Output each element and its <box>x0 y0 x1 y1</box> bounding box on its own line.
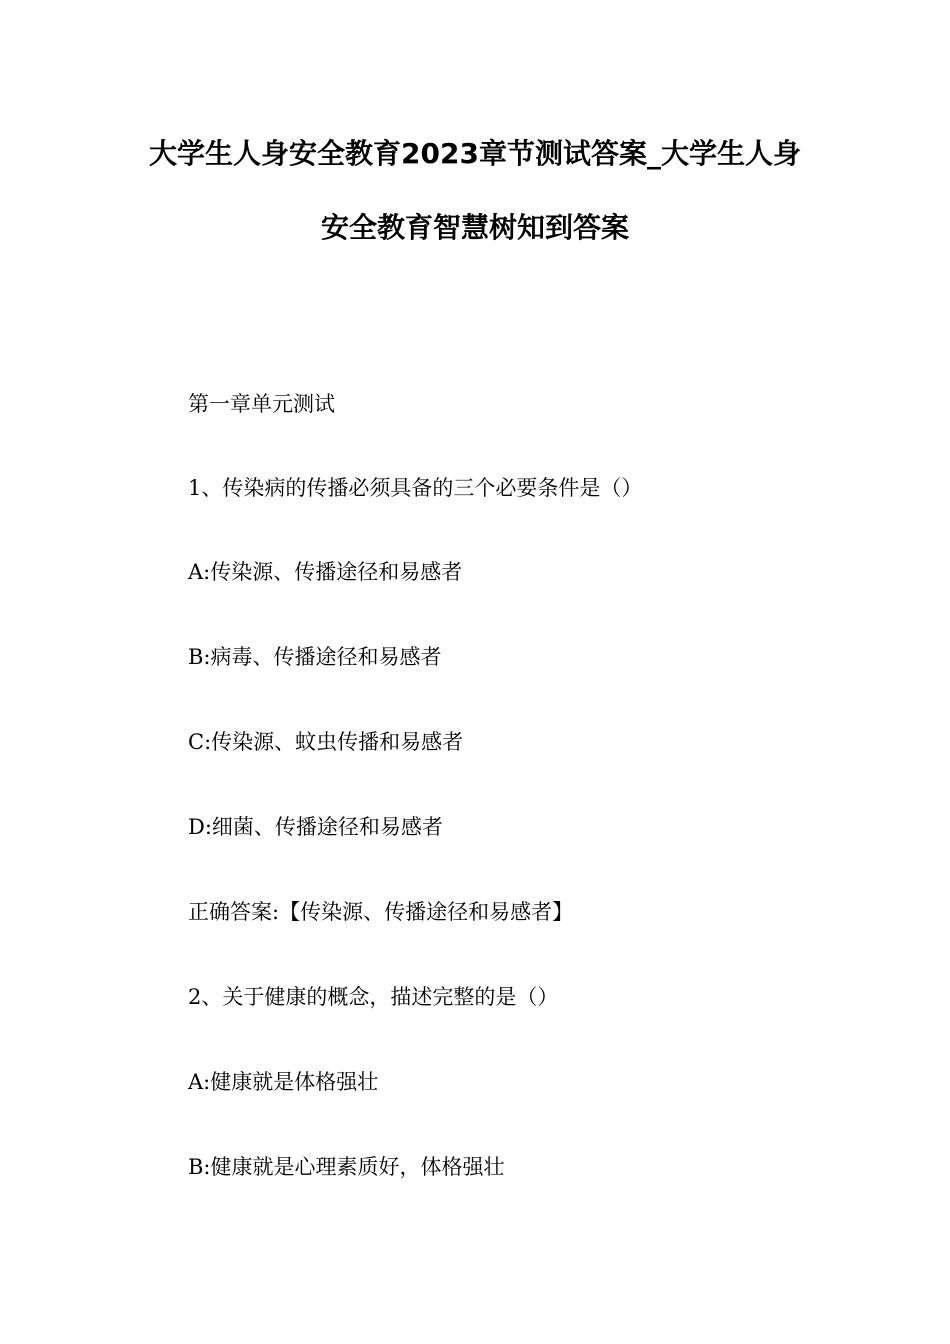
question-1-option-c: C:传染源、蚊虫传播和易感者 <box>188 730 464 754</box>
document-title-line-2: 安全教育智慧树知到答案 <box>320 211 629 244</box>
section-heading: 第一章单元测试 <box>188 392 335 416</box>
question-1-option-a: A:传染源、传播途径和易感者 <box>188 560 463 584</box>
question-2: 2、关于健康的概念，描述完整的是（） <box>188 985 559 1009</box>
question-2-option-b: B:健康就是心理素质好，体格强壮 <box>188 1155 505 1179</box>
question-2-option-a: A:健康就是体格强壮 <box>188 1070 379 1094</box>
question-1-answer: 正确答案:【传染源、传播途径和易感者】 <box>188 900 574 924</box>
question-1: 1、传染病的传播必须具备的三个必要条件是（） <box>188 476 643 500</box>
document-title-line-1: 大学生人身安全教育2023章节测试答案_大学生人身 <box>149 137 801 170</box>
question-1-option-d: D:细菌、传播途径和易感者 <box>188 815 443 839</box>
question-1-option-b: B:病毒、传播途径和易感者 <box>188 645 442 669</box>
